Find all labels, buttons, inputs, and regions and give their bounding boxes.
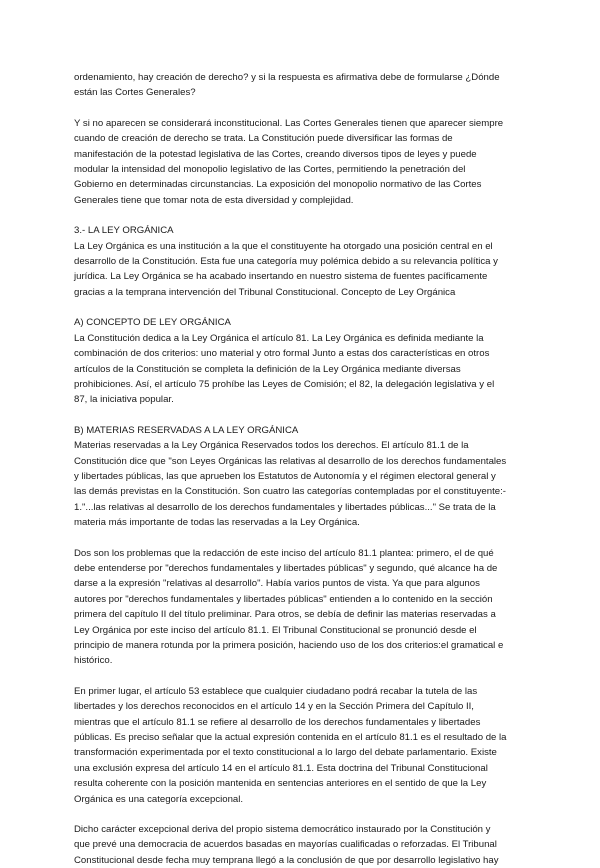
paragraph-gap bbox=[74, 208, 520, 223]
text-line: Ley Orgánica por este inciso del artículo 81.1. El Tribunal Constitucional se pronunció desde el bbox=[74, 624, 477, 636]
text-line: Y si no aparecen se considerará inconstitucional. Las Cortes Generales tienen que aparecer siempre bbox=[74, 117, 504, 129]
section-heading: B) MATERIAS RESERVADAS A LA LEY ORGÁNICA bbox=[74, 424, 299, 436]
paragraph-articulo-53 bbox=[74, 684, 520, 807]
text-line: Orgánica es una categoría excepcional. bbox=[74, 793, 244, 805]
section-heading: 3.- LA LEY ORGÁNICA bbox=[74, 225, 174, 237]
paragraph-concepto bbox=[74, 315, 520, 407]
paragraph-gap bbox=[74, 300, 520, 315]
text-line: debe entenderse por "derechos fundamentales y libertades públicas" y segundo, qué alcance ha de bbox=[74, 562, 498, 574]
text-line: resulta coherente con la posición mantenida en sentencias anteriores en el sentido de que la Ley bbox=[74, 778, 487, 790]
text-line: jurídica. La Ley Orgánica se ha acabado insertando en nuestro sistema de fuentes pacíficamente bbox=[74, 271, 488, 283]
text-line: 1."...las relativas al desarrollo de los derechos fundamentales y libertades públicas..." Se trata de la bbox=[74, 501, 496, 513]
text-line: artículos de la Constitución se completa la definición de la Ley Orgánica mediante diversas bbox=[74, 363, 461, 375]
text-line: libertades y los derechos reconocidos en el artículo 14 y en la Sección Primera del Capítulo II, bbox=[74, 701, 474, 713]
text-line: prohibiciones. Así, el artículo 75 prohíbe las Leyes de Comisión; el 82, la delegación legislativa y el bbox=[74, 378, 495, 390]
paragraph-problemas bbox=[74, 546, 520, 669]
text-line: La Ley Orgánica es una institución a la que el constituyente ha otorgado una posición central en el bbox=[74, 240, 493, 252]
paragraph-ley-organica bbox=[74, 223, 520, 300]
section-heading: A) CONCEPTO DE LEY ORGÁNICA bbox=[74, 317, 231, 329]
text-line: combinación de dos criterios: uno material y otro formal Junto a estas dos características en otros bbox=[74, 348, 490, 360]
text-line: Constitución dice que "son Leyes Orgánicas las relativas al desarrollo de los derechos fundamentales bbox=[74, 455, 507, 467]
paragraph-gap bbox=[74, 531, 520, 546]
paragraph-materias bbox=[74, 423, 520, 531]
paragraph-caracter-excepcional bbox=[74, 822, 520, 868]
text-line: principio de manera rotunda por la primera posición, haciendo uso de los dos criterios:el gramatical e bbox=[74, 640, 504, 651]
text-line: 87, la iniciativa popular. bbox=[74, 394, 174, 406]
text-line: autores por "derechos fundamentales y libertades públicas" entienden a lo contenido en la sección bbox=[74, 593, 493, 605]
text-line: manifestación de la potestad legislativa de las Cortes, creando diversos tipos de leyes y puede bbox=[74, 148, 477, 160]
text-line: Materias reservadas a la Ley Orgánica Reservados todos los derechos. El artículo 81.1 de la bbox=[74, 440, 469, 452]
paragraph-gap bbox=[74, 807, 520, 822]
paragraph-gap bbox=[74, 101, 520, 116]
text-line: están las Cortes Generales? bbox=[74, 87, 196, 99]
text-line: En primer lugar, el artículo 53 establece que cualquier ciudadano podrá recabar la tutela de las bbox=[74, 685, 478, 697]
text-line: Dicho carácter excepcional deriva del propio sistema democrático instaurado por la Constitución y bbox=[74, 824, 491, 836]
text-line: modular la intensidad del monopolio legislativo de las Cortes, permitiendo la penetración del bbox=[74, 164, 466, 176]
text-line: histórico. bbox=[74, 655, 113, 667]
text-line: las demás previstas en la Constitución. Son cuatro las categorías contempladas por el constituyente:- bbox=[74, 486, 506, 498]
text-line: Dos son los problemas que la redacción de este inciso del artículo 81.1 plantea: primero, el de qué bbox=[74, 547, 494, 559]
text-line: materia más importante de todas las reservadas a la Ley Orgánica. bbox=[74, 517, 360, 529]
text-line: primera del capítulo II del título preliminar. Para otros, se debía de definir las materias reservadas a bbox=[74, 609, 496, 621]
text-line: darse a la expresión "relativas al desarrollo". Había varios puntos de vista. Ya que para algunos bbox=[74, 578, 480, 590]
paragraph-intro-question bbox=[74, 70, 520, 101]
text-line: públicas. Es preciso señalar que la actual expresión contenida en el artículo 81.1 es el resultado de la bbox=[74, 732, 507, 744]
text-line: gracias a la temprana intervención del Tribunal Constitucional. Concepto de Ley Orgánica bbox=[74, 286, 456, 298]
paragraph-gap bbox=[74, 669, 520, 684]
paragraph-gap bbox=[74, 408, 520, 423]
text-line: desarrollo de la Constitución. Esta fue una categoría muy polémica debido a su relevancia política y bbox=[74, 256, 498, 268]
text-line: mientras que el artículo 81.1 se refiere al desarrollo de los derechos fundamentales y libertades bbox=[74, 716, 481, 728]
text-line: y libertades públicas, las que aprueben los Estatutos de Autonomía y el régimen electoral general y bbox=[74, 470, 496, 482]
text-line: cuando de creación de derecho se trata. La Constitución puede diversificar las formas de bbox=[74, 133, 453, 145]
text-line: ordenamiento, hay creación de derecho? y si la respuesta es afirmativa debe de formularse ¿Dónde bbox=[74, 72, 500, 83]
text-line: Gobierno en determinadas circunstancias. La exposición del monopolio normativo de las Cortes bbox=[74, 179, 482, 191]
text-line: La Constitución dedica a la Ley Orgánica el artículo 81. La Ley Orgánica es definida mediante la bbox=[74, 332, 484, 344]
text-line: Generales tiene que tomar nota de esta diversidad y complejidad. bbox=[74, 194, 354, 206]
paragraph-cortes-generales bbox=[74, 116, 520, 208]
text-line: Constitucional desde fecha muy temprana llegó a la conclusión de que por desarrollo legislativo hay bbox=[74, 854, 499, 866]
text-line: que prevé una democracia de acuerdos basadas en mayorías cualificadas o reforzadas. El Tribunal bbox=[74, 839, 497, 851]
text-line: transformación experimentada por el texto constitucional a lo largo del debate parlamentario. Existe bbox=[74, 747, 497, 759]
text-line: una exclusión expresa del artículo 14 en el artículo 81.1. Esta doctrina del Tribunal Constitucional bbox=[74, 762, 488, 774]
